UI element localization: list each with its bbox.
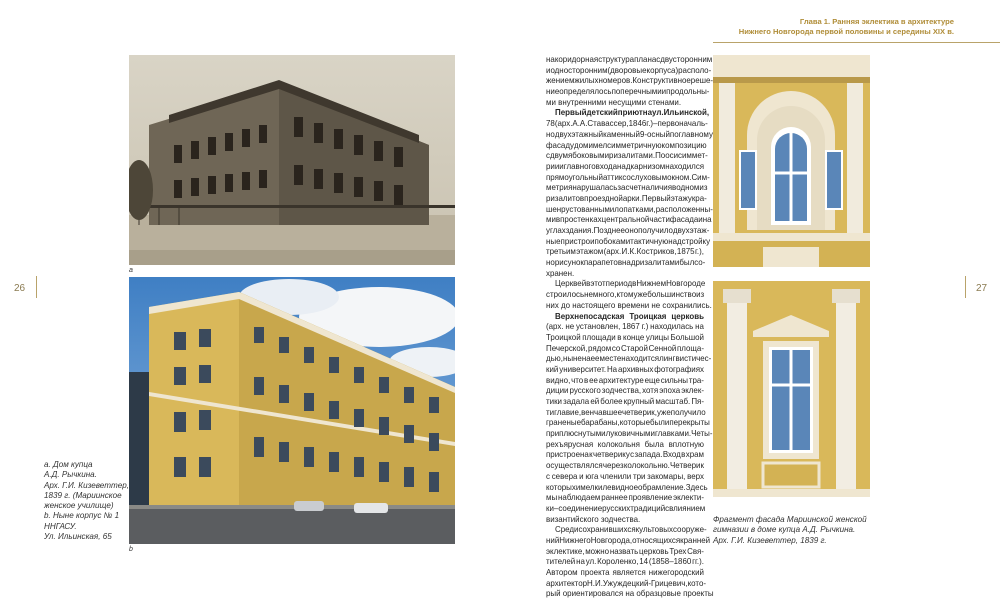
caption-left-line: 1839 г. (Мариинское	[44, 490, 122, 500]
body-text-line: рии и главного входа над карнизом находился	[546, 161, 705, 171]
caption-right-line: Арх. Г.И. Кизеветтер, 1839 г.	[713, 535, 827, 545]
body-text-line: хранен.	[546, 268, 575, 278]
body-text-line: Церквей в этот период в Нижнем Новгороде	[555, 279, 706, 289]
body-text-line: ки – соединение русских традиций с влиянием	[546, 503, 706, 513]
body-text-column	[546, 55, 714, 600]
body-text-line: рехъярусная колокольня была вплотную	[546, 439, 704, 449]
body-text-line: ний Нижнего Новгорода, относящихся к ранней	[546, 535, 711, 545]
page-number-right-rule	[965, 276, 966, 298]
body-text-line: Первый детский приют на ул. Ильинской,	[555, 108, 710, 118]
caption-left-line: ННГАСУ.	[44, 521, 77, 531]
figure-label-a: a	[129, 267, 133, 274]
body-text-line: жением жилых номеров. Конструктивное реше-	[546, 76, 714, 86]
facade-fragment-photo-top	[713, 55, 870, 267]
body-text-line: Верхнепосадская Троицкая церковь	[555, 311, 704, 321]
body-text-line: граненые барабаны, которые были перекрыты	[546, 418, 710, 428]
body-text-line: ми в простенках центральной части фасада и на	[546, 215, 712, 225]
chapter-header-line-2: Нижнего Новгорода первой половины и середины XIX в.	[738, 27, 954, 36]
body-text-line: них до настоящего времени не сохранились.	[546, 300, 712, 310]
body-text-line: ризалитов проездной арки. Первый этаж укра-	[546, 193, 707, 203]
body-text-line: метрия нарушалась за счет наличия в одном из	[546, 183, 708, 193]
body-text-line: тиглавие, венчавшее четверик, уже получило	[546, 407, 706, 417]
body-text-line: которых имел килевидное обрамление. Здесь	[546, 482, 708, 492]
body-text-line: (арх. не установлен, 1867 г.) находилась на	[546, 322, 704, 332]
chapter-header	[739, 17, 954, 37]
body-text-line: Среди сохранившихся культовых сооруже-	[555, 525, 707, 535]
body-text-line: с двумя боковыми ризалитами. По оси симмет-	[546, 151, 708, 161]
page-number-left: 26	[14, 283, 26, 294]
body-text-line: шен рустованными лопатками, расположенны-	[546, 204, 713, 214]
caption-left-line: А.Д. Рычкина.	[44, 470, 97, 480]
body-text-line: диции русского зодчества, хотя эпоха эклек-	[546, 386, 704, 396]
caption-right-line: Фрагмент фасада Мариинской женской	[713, 515, 867, 524]
caption-left	[44, 460, 129, 542]
body-text-line: но рисунок парапетов над ризалитами был со-	[546, 258, 706, 268]
body-text-line: прямоугольный аттик со слуховым окном. Сим-	[546, 172, 710, 182]
body-text-line: тики задала ей более крупный масштаб. Пя-	[546, 397, 704, 406]
body-text-line: ми внутренними несущими стенами.	[546, 97, 682, 107]
body-text-line: Печерской, рядом со Старой Сенной площа-	[546, 343, 704, 353]
body-text-line: с севера и юга членили три закомары, верх	[546, 471, 704, 481]
body-text-line: фасаду дом имел симметричную композицию	[546, 140, 707, 150]
body-text-line: дью, ныне на ее месте находится лингвистичес-	[546, 354, 712, 364]
body-text-line: византийского зодчества.	[546, 514, 641, 524]
caption-left-line: a. Дом купца	[44, 460, 93, 469]
body-text-line: третьим этажом (арх. И.К. Костриков, 1875 г.),	[546, 247, 704, 257]
body-text-line: Троицкой площади в конце улицы Большой	[546, 332, 704, 342]
body-text-line: эклектике, можно назвать церковь Трех Свя-	[546, 546, 704, 556]
body-text-line: пристроена к четверику с запада. Вход в храм	[546, 450, 704, 460]
caption-left-line: b. Ныне корпус № 1	[44, 511, 120, 521]
body-text-line: мы наблюдаем раннее проявление эклекти-	[546, 493, 704, 503]
figure-label-b: b	[129, 546, 133, 553]
body-text-line: ние определялось поперечными и продольны-	[546, 87, 710, 97]
body-text-line: видно, что в ее архитектуре еще сильны тра-	[546, 375, 704, 385]
body-text-line: 78 (арх. А.А. Ставассер, 1846 г.) – первоначаль-	[546, 119, 708, 129]
body-text-line: на коридорная структура плана с двусторонним	[546, 55, 713, 64]
body-text-line: архитектор Н.И. Ужуждецкий-Грицевич, кото-	[546, 578, 706, 588]
caption-left-line: женское училище)	[44, 501, 114, 511]
body-text-line: осуществлялся через колокольню. Четверик	[546, 461, 704, 471]
modern-photo-b	[129, 277, 455, 544]
body-text-line: ные пристрои по бокам и тактичную надстройку	[546, 236, 711, 246]
body-text-line: кий университет. На архивных фотографиях	[546, 364, 704, 374]
caption-right-line: гимназии в доме купца А.Д. Рычкина.	[713, 525, 856, 535]
body-text-line: тителей на ул. Короленко, 14 (1858–1860 гг.).	[546, 557, 704, 567]
caption-left-line: Ул. Ильинская, 65	[44, 532, 112, 542]
facade-fragment-photo-bottom	[713, 281, 870, 497]
body-text-line: и односторонним (дворовые корпуса) располо-	[546, 65, 712, 75]
header-rule	[713, 42, 1000, 43]
body-text-line: Автором проекта является нижегородский	[546, 568, 704, 577]
body-text-line: углах здания. Позднее оно получило двухэтаж-	[546, 226, 710, 235]
page-number-left-rule	[36, 276, 37, 298]
page-number-right: 27	[976, 283, 988, 294]
body-text-line: рый ориентировался на образцовые проекты	[546, 589, 714, 599]
chapter-header-line-1: Глава 1. Ранняя эклектика в архитектуре	[799, 17, 954, 26]
caption-left-line: Арх. Г.И. Кизеветтер,	[44, 480, 129, 490]
archival-photo-a	[129, 55, 455, 265]
body-text-line: приплюснутыми луковичными главками. Четы-	[546, 429, 713, 439]
body-text-line: строилось немного, к тому же большинство из	[546, 290, 705, 300]
body-text-line: но двухэтажный каменный 9-осный по главному	[546, 129, 713, 139]
caption-right	[713, 515, 867, 546]
